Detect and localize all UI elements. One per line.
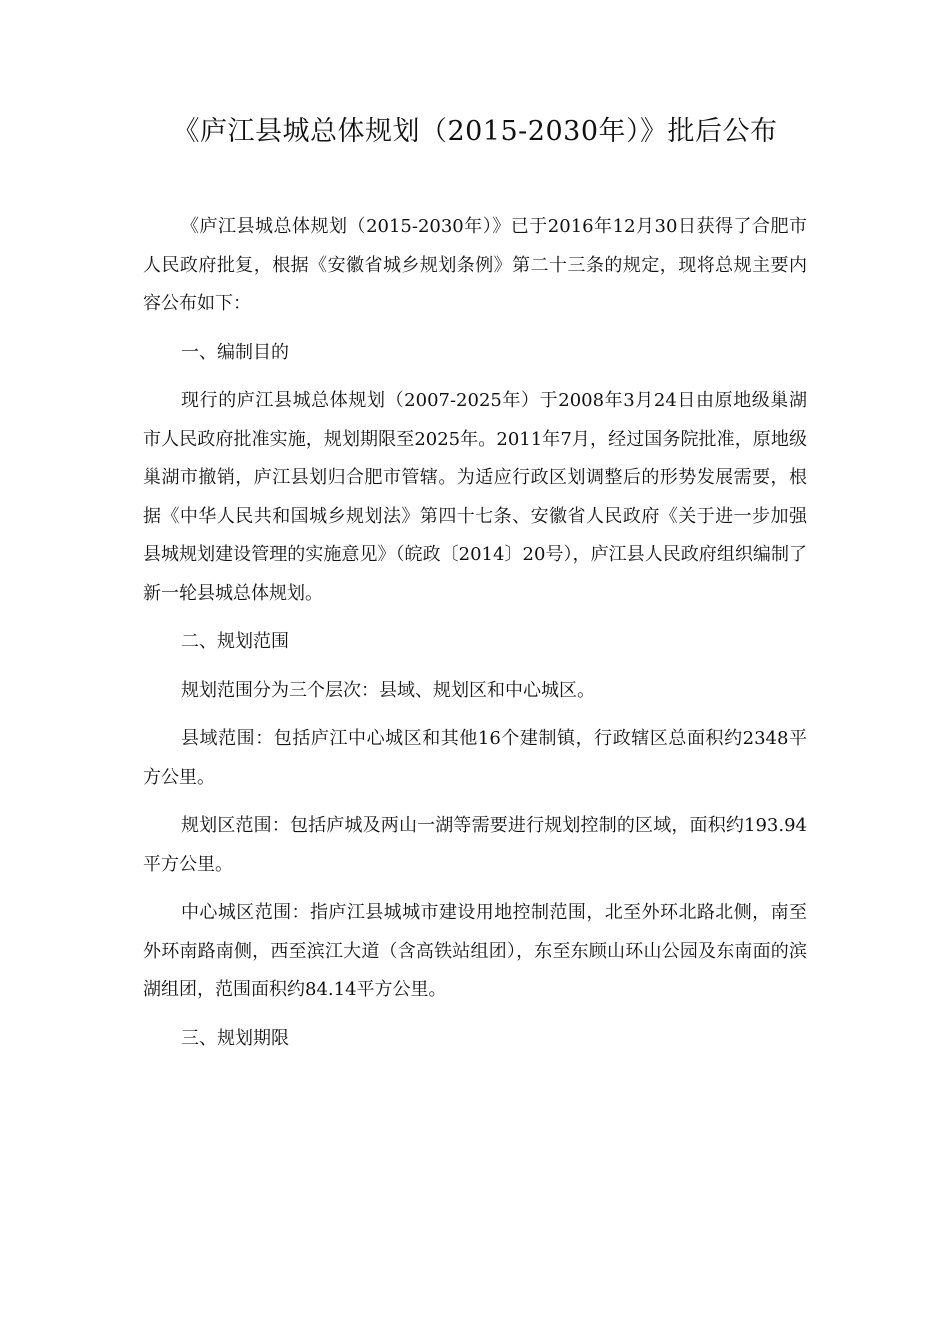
purpose-paragraph: 现行的庐江县城总体规划（2007-2025年）于2008年3月24日由原地级巢湖市人民政府批准实施，规划期限至2025年。2011年7月，经过国务院批准，原地级巢湖市撤销，庐江县划归合肥市管辖。为适应行政区划调整后的形势发展需要，根据《中华人民共和国城乡规划法》第四十七条、安徽省人民政府《关于进一步加强县城规划建设管理的实施意见》（皖政〔2014〕20号），庐江县人民政府组织编制了新一轮县城总体规划。 bbox=[143, 390, 807, 604]
section-heading-purpose: 一、编制目的 bbox=[181, 341, 289, 363]
county-scope-paragraph: 县域范围：包括庐江中心城区和其他16个建制镇，行政辖区总面积约2348平方公里。 bbox=[143, 728, 807, 788]
planning-area-paragraph: 规划区范围：包括庐城及两山一湖等需要进行规划控制的区域，面积约193.94平方公里。 bbox=[143, 815, 807, 875]
intro-paragraph: 《庐江县城总体规划（2015-2030年）》已于2016年12月30日获得了合肥市人民政府批复，根据《安徽省城乡规划条例》第二十三条的规定，现将总规主要内容公布如下： bbox=[143, 216, 807, 314]
section-heading-period: 三、规划期限 bbox=[181, 1027, 289, 1049]
document-body bbox=[143, 208, 807, 1068]
central-city-paragraph: 中心城区范围：指庐江县城城市建设用地控制范围，北至外环北路北侧，南至外环南路南侧，西至滨江大道（含高铁站组团），东至东顾山环山公园及东南面的滨湖组团，范围面积约84.14平方公里。 bbox=[143, 902, 807, 1000]
scope-levels-paragraph: 规划范围分为三个层次：县域、规划区和中心城区。 bbox=[181, 679, 595, 701]
document-title: 《庐江县城总体规划（2015-2030年）》批后公布 bbox=[172, 116, 778, 147]
section-heading-scope: 二、规划范围 bbox=[181, 631, 289, 652]
